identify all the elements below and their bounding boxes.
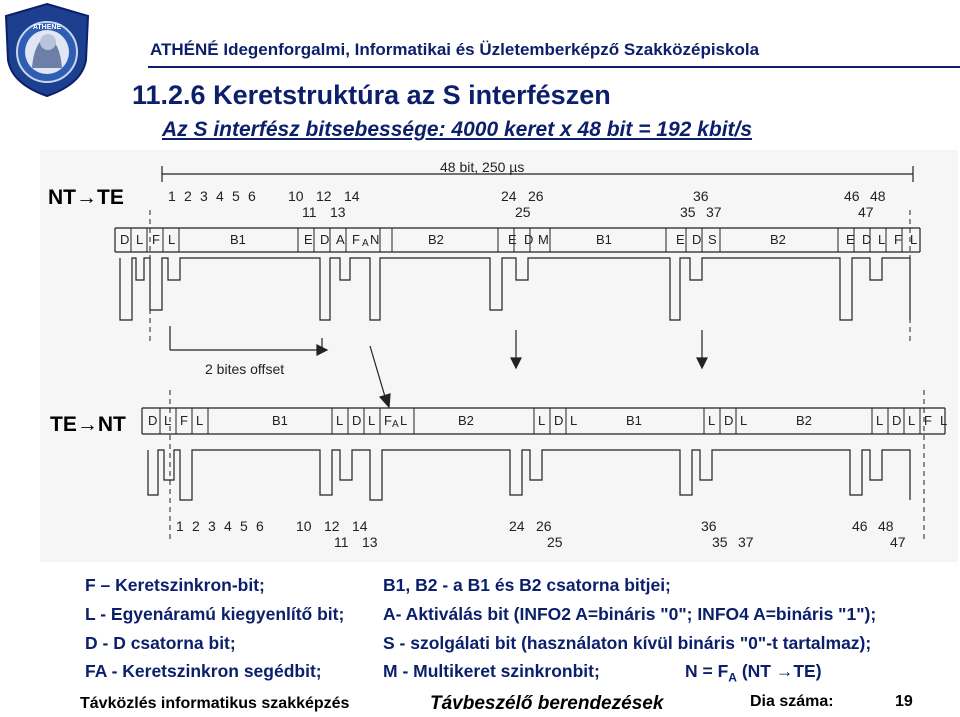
bottom-bit-5: L [336, 413, 344, 428]
bottom-num-2-5: 47 [890, 534, 906, 550]
bottom-bit-10: L [400, 413, 408, 428]
legend-f: F – Keretszinkron-bit; [85, 575, 265, 595]
legend-n [685, 663, 822, 684]
bottom-bit-12: L [538, 413, 546, 428]
bottom-num-10: 26 [536, 518, 552, 534]
bottom-num-2-1: 13 [362, 534, 378, 550]
bottom-bit-21: D [892, 413, 902, 428]
legend-n-rest: (NT →TE) [741, 661, 822, 681]
bottom-bit-8: F [384, 413, 392, 428]
legend-a: A- Aktiválás bit (INFO2 A=bináris "0"; INFO4 A=bináris "1"); [383, 604, 877, 624]
legend-m: M - Multikeret szinkronbit; [383, 661, 600, 681]
slide-title: 11.2.6 Keretstruktúra az S interfészen [132, 80, 611, 110]
slide-subtitle: Az S interfész bitsebessége: 4000 keret x 48 bit = 192 kbit/s [162, 118, 753, 141]
te-nt-signal [148, 450, 910, 500]
top-bit-18: S [708, 232, 717, 247]
top-bit-22: L [878, 232, 886, 247]
top-num-10: 26 [528, 188, 544, 204]
top-bit-19: B2 [770, 232, 786, 247]
bottom-bit-14: L [570, 413, 578, 428]
bottom-bit-6: D [352, 413, 362, 428]
top-bit-7: A [336, 232, 345, 247]
top-num-2: 3 [200, 188, 208, 204]
top-num-2-1: 13 [330, 204, 346, 220]
top-bit-13: D [524, 232, 534, 247]
footer-left: Távközlés informatikus szakképzés [80, 695, 350, 712]
top-num-3: 4 [216, 188, 224, 204]
top-bit-2: F [152, 232, 160, 247]
bottom-num-1: 2 [192, 518, 200, 534]
te-nt-label: TE→NT [50, 413, 126, 436]
bottom-num-2-2: 25 [547, 534, 563, 550]
legend-b: B1, B2 - a B1 és B2 csatorna bitjei; [383, 575, 671, 595]
bottom-bit-11: B2 [458, 413, 474, 428]
top-bit-17: D [692, 232, 702, 247]
bottom-num-2-0: 11 [334, 534, 349, 550]
top-num-8: 14 [344, 188, 360, 204]
top-bit-10: N [370, 232, 380, 247]
frame-structure-diagram [40, 150, 958, 562]
bottom-num-11: 36 [701, 518, 717, 534]
school-logo [2, 2, 92, 98]
top-num-2-4: 37 [706, 204, 722, 220]
bottom-bit-9: A [392, 419, 399, 430]
legend-fa: FA - Keretszinkron segédbit; [85, 661, 322, 681]
top-bit-21: D [862, 232, 872, 247]
top-bit-8: F [352, 232, 360, 247]
top-bit-20: E [846, 232, 855, 247]
legend-n-sub: A [728, 670, 737, 685]
top-num-6: 10 [288, 188, 304, 204]
top-bit-15: B1 [596, 232, 612, 247]
top-bit-3: L [168, 232, 176, 247]
top-num-2-5: 47 [858, 204, 874, 220]
bottom-bit-15: B1 [626, 413, 642, 428]
bottom-num-2-3: 35 [712, 534, 728, 550]
bottom-bit-17: D [724, 413, 734, 428]
bottom-bit-2: F [180, 413, 188, 428]
bottom-num-4: 5 [240, 518, 248, 534]
bottom-bit-16: L [708, 413, 716, 428]
legend-s: S - szolgálati bit (használaton kívül bináris "0"-t tartalmaz); [383, 633, 872, 653]
top-bit-5: E [304, 232, 313, 247]
bottom-bit-23: F [924, 413, 932, 428]
top-num-7: 12 [316, 188, 332, 204]
top-num-2-2: 25 [515, 204, 531, 220]
bottom-bit-13: D [554, 413, 564, 428]
bottom-bit-20: L [876, 413, 884, 428]
top-bit-24: L [910, 232, 918, 247]
bottom-num-7: 12 [324, 518, 340, 534]
bottom-num-8: 14 [352, 518, 368, 534]
bottom-num-0: 1 [176, 518, 184, 534]
bottom-bit-1: L [164, 413, 172, 428]
footer-center: Távbeszélő berendezések [430, 693, 664, 714]
bottom-bit-18: L [740, 413, 748, 428]
bottom-num-13: 48 [878, 518, 894, 534]
top-num-13: 48 [870, 188, 886, 204]
legend-d: D - D csatorna bit; [85, 633, 236, 653]
top-num-0: 1 [168, 188, 176, 204]
bottom-bit-22: L [908, 413, 916, 428]
top-bit-9: A [362, 238, 369, 249]
bottom-num-5: 6 [256, 518, 264, 534]
bottom-num-2: 3 [208, 518, 216, 534]
bottom-bit-4: B1 [272, 413, 288, 428]
top-num-11: 36 [693, 188, 709, 204]
legend-l: L - Egyenáramú kiegyenlítő bit; [85, 604, 345, 624]
bottom-bit-0: D [148, 413, 158, 428]
top-bit-12: E [508, 232, 517, 247]
header-divider [148, 66, 960, 68]
top-bit-11: B2 [428, 232, 444, 247]
top-bit-4: B1 [230, 232, 246, 247]
slide-number: 19 [895, 693, 913, 710]
top-bit-0: D [120, 232, 130, 247]
bottom-num-9: 24 [509, 518, 525, 534]
top-num-1: 2 [184, 188, 192, 204]
top-num-9: 24 [501, 188, 517, 204]
top-num-2-3: 35 [680, 204, 696, 220]
frame-duration-label: 48 bit, 250 µs [440, 159, 525, 175]
bottom-num-12: 46 [852, 518, 868, 534]
bottom-bit-3: L [196, 413, 204, 428]
bottom-bit-24: L [940, 413, 948, 428]
legend-n-def: N = F [685, 661, 729, 681]
nt-te-label: NT→TE [48, 186, 124, 209]
offset-label: 2 bites offset [205, 361, 285, 377]
bottom-bit-19: B2 [796, 413, 812, 428]
top-bit-1: L [136, 232, 144, 247]
bottom-num-3: 4 [224, 518, 232, 534]
timing-diagram [40, 150, 958, 562]
bottom-bit-7: L [368, 413, 376, 428]
top-num-4: 5 [232, 188, 240, 204]
frame-length-brace [162, 166, 913, 182]
nt-te-signal [120, 258, 910, 320]
top-num-2-0: 11 [302, 204, 317, 220]
school-name: ATHÉNÉ Idegenforgalmi, Informatikai és Üzletemberképző Szakközépiskola [150, 40, 760, 59]
top-bit-14: M [538, 232, 549, 247]
bottom-num-6: 10 [296, 518, 312, 534]
bottom-num-2-4: 37 [738, 534, 754, 550]
top-bit-16: E [676, 232, 685, 247]
top-num-5: 6 [248, 188, 256, 204]
top-num-12: 46 [844, 188, 860, 204]
top-bit-23: F [894, 232, 902, 247]
svg-text:ATHENE: ATHENE [32, 24, 62, 31]
top-bit-6: D [320, 232, 330, 247]
slide-number-label: Dia száma: [750, 693, 834, 710]
